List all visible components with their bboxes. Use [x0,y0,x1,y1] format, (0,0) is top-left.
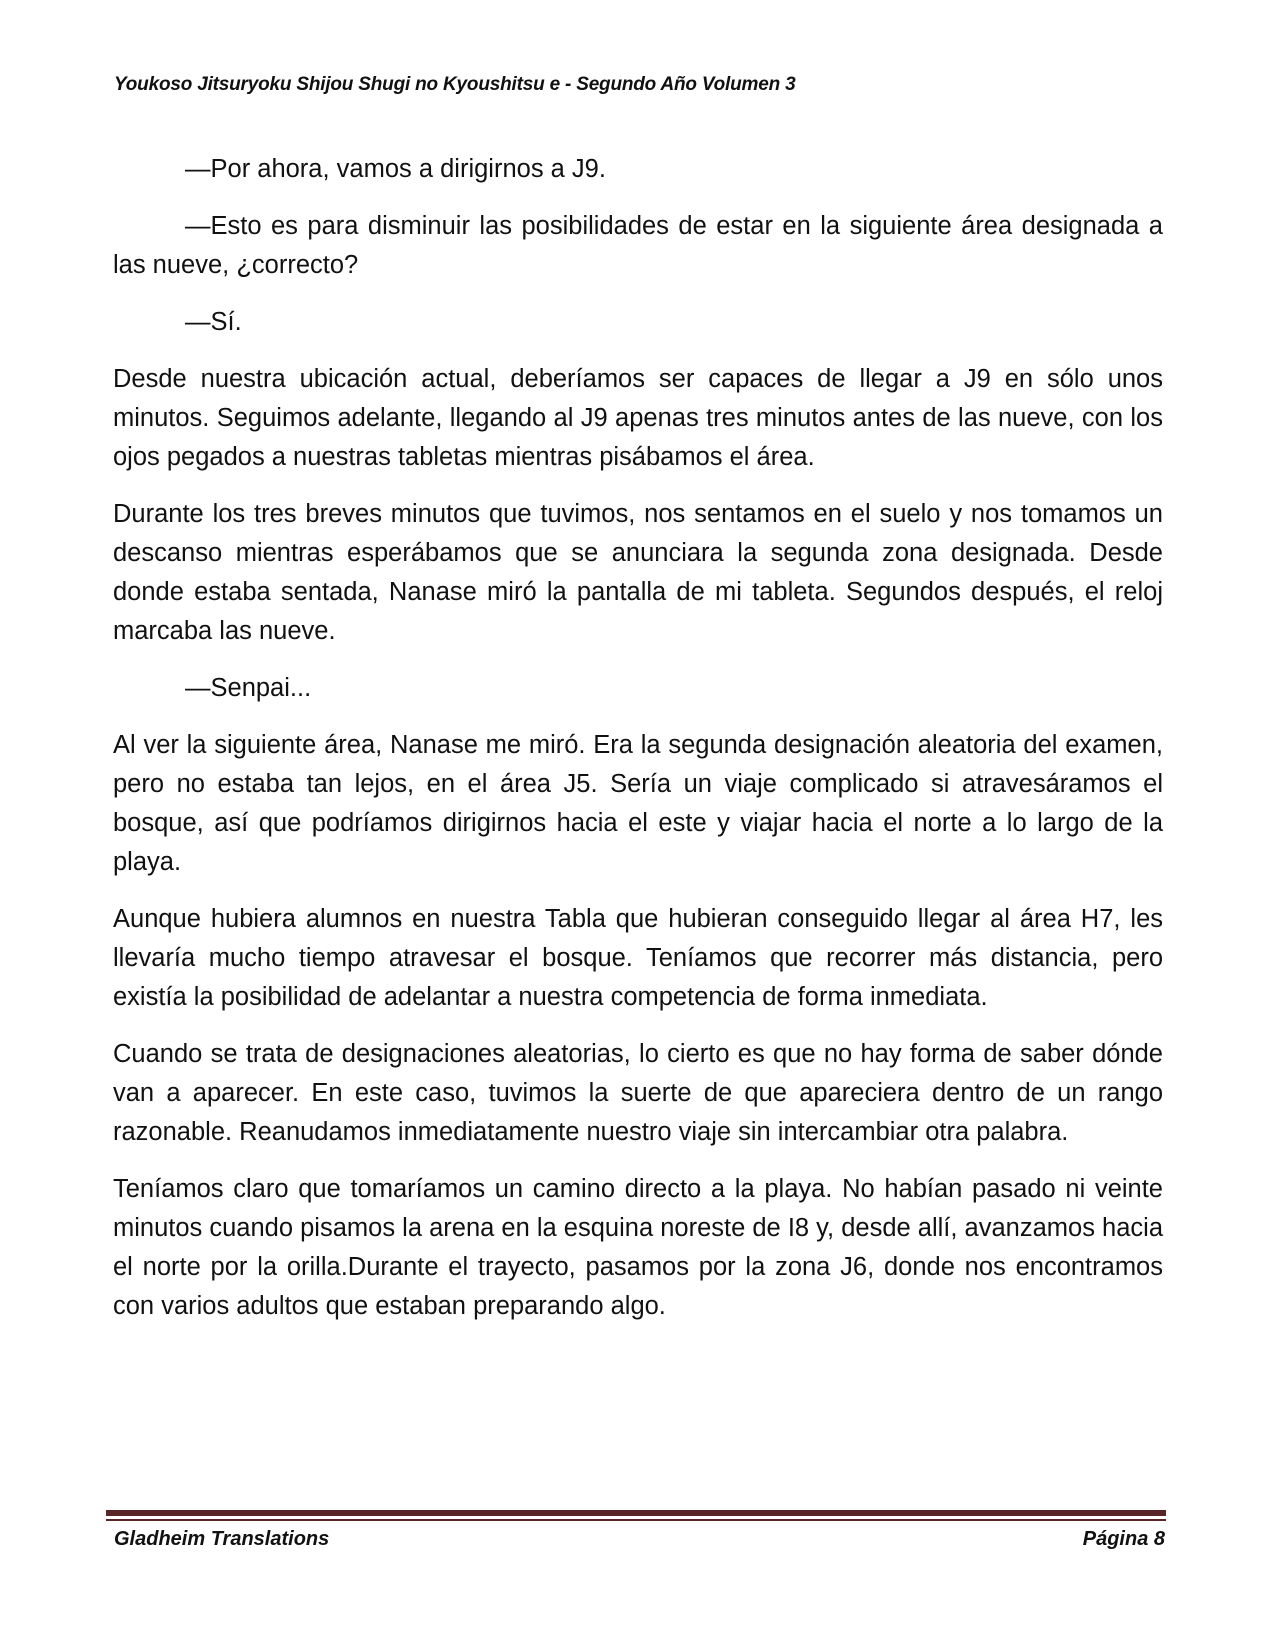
paragraph: Teníamos claro que tomaríamos un camino directo a la playa. No habían pasado ni veinte minutos cuando pisamos la arena en la esquina noreste de I8 y, desde allí, avanzamos hacia el norte por la orilla.Durante el trayecto, pasamos por la zona J6, donde nos encontramos con varios adultos que estaban preparando algo. [113,1175,1163,1320]
paragraph: Al ver la siguiente área, Nanase me miró. Era la segunda designación aleatoria del examen, pero no estaba tan lejos, en el área J5. Sería un viaje complicado si atravesáramos el bosque, así que podríamos dirigirnos hacia el este y viajar hacia el norte a lo largo de la playa. [113,731,1163,876]
footer-rule-thin [106,1519,1166,1521]
paragraph: —Por ahora, vamos a dirigirnos a J9. [185,155,606,183]
footer-translator: Gladheim Translations [114,1528,330,1550]
paragraph: —Sí. [185,308,242,336]
running-header: Youkoso Jitsuryoku Shijou Shugi no Kyoushitsu e - Segundo Año Volumen 3 [114,74,796,95]
footer-rule-thick [106,1510,1166,1516]
paragraph: Desde nuestra ubicación actual, deberíamos ser capaces de llegar a J9 en sólo unos minutos. Seguimos adelante, llegando al J9 apenas tres minutos antes de las nueve, con los ojos pegados a nuestras tabletas mientras pisábamos el área. [113,365,1163,471]
page-body [113,150,1163,1344]
paragraph: Aunque hubiera alumnos en nuestra Tabla que hubieran conseguido llegar al área H7, les llevaría mucho tiempo atravesar el bosque. Teníamos que recorrer más distancia, pero existía la posibilidad de adelantar a nuestra competencia de forma inmediata. [113,905,1163,1011]
paragraph: Cuando se trata de designaciones aleatorias, lo cierto es que no hay forma de saber dónde van a aparecer. En este caso, tuvimos la suerte de que apareciera dentro de un rango razonable. Reanudamos inmediatamente nuestro viaje sin intercambiar otra palabra. [113,1040,1163,1146]
footer-page-number: Página 8 [1082,1528,1165,1550]
paragraph: —Esto es para disminuir las posibilidades de estar en la siguiente área designada a las nueve, ¿correcto? [113,212,1163,279]
paragraph: Durante los tres breves minutos que tuvimos, nos sentamos en el suelo y nos tomamos un descanso mientras esperábamos que se anunciara la segunda zona designada. Desde donde estaba sentada, Nanase miró la pantalla de mi tableta. Segundos después, el reloj marcaba las nueve. [113,500,1163,645]
paragraph: —Senpai... [185,674,312,702]
